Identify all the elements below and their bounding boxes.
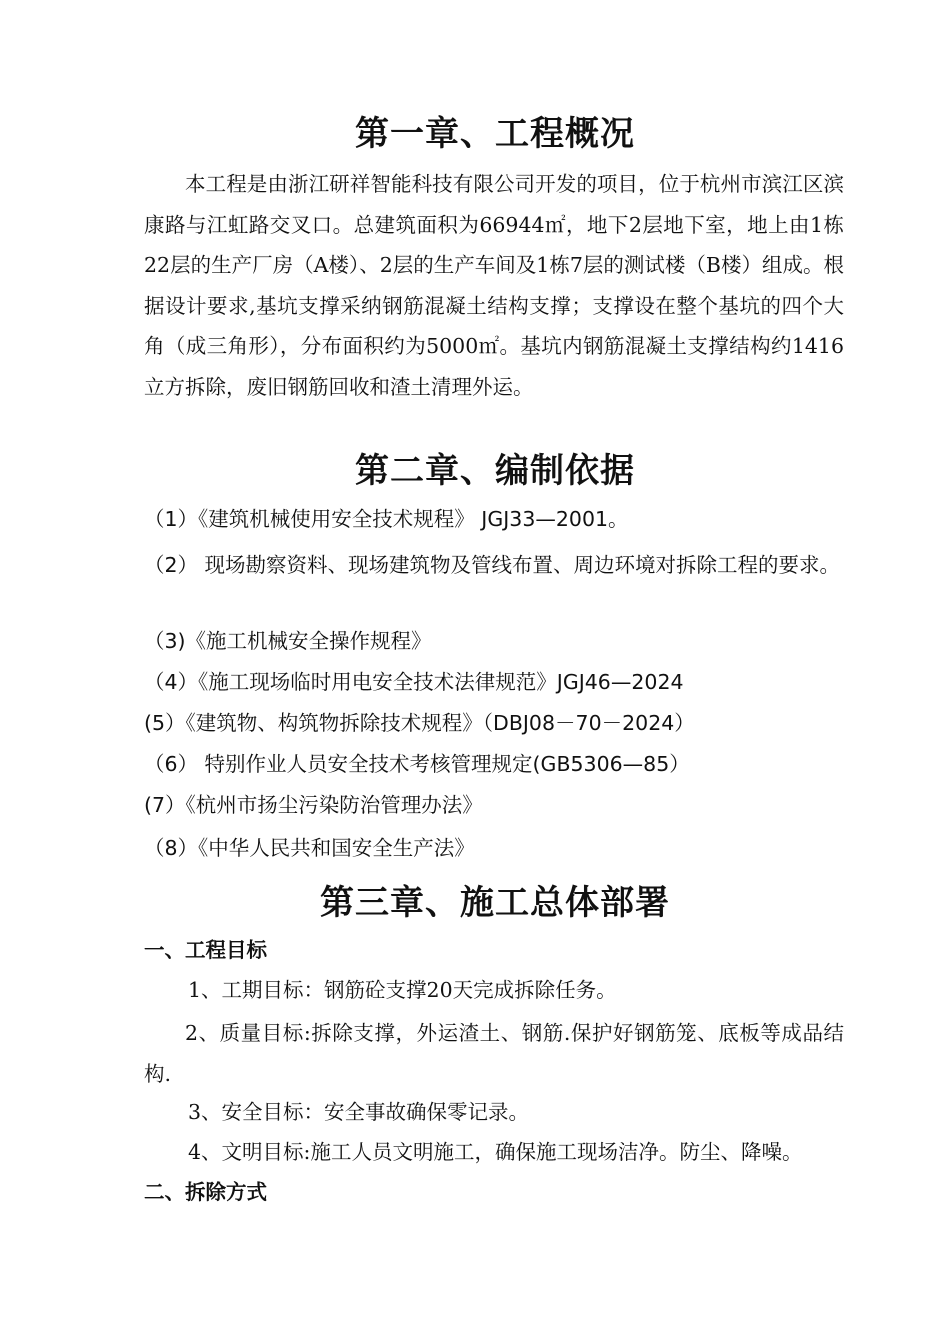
basis-item-1: （1）《建筑机械使用安全技术规程》 JGJ33—2001。 (144, 507, 629, 531)
section-heading-method: 二、拆除方式 (144, 1180, 267, 1204)
basis-item-2: （2） 现场勘察资料、现场建筑物及管线布置、周边环境对拆除工程的要求。 (144, 553, 841, 577)
basis-item-8: （8）《中华人民共和国安全生产法》 (144, 836, 475, 860)
chapter-1-body: 本工程是由浙江研祥智能科技有限公司开发的项目，位于杭州市滨江区滨康路与江虹路交叉口。总建筑面积为66944㎡，地下2层地下室，地上由1栋22层的生产厂房（A楼）、2层的生产车间及1栋7层的测试楼（B楼）组成。根据设计要求,基坑支撑采纳钢筋混凝土结构支撑；支撑设在整个基坑的四个大角（成三角形），分布面积约为5000㎡。基坑内钢筋混凝土支撑结构约1416立方拆除，废旧钢筋回收和渣土清理外运。 (144, 172, 844, 399)
basis-item-7: (7）《杭州市扬尘污染防治管理办法》 (144, 793, 483, 817)
section-heading-goals: 一、工程目标 (144, 938, 267, 962)
basis-item-3: （3)《施工机械安全操作规程》 (144, 629, 432, 653)
chapter-2-title: 第二章、编制依据 (355, 451, 635, 491)
goal-item-4: 4、文明目标:施工人员文明施工，确保施工现场洁净。防尘、降噪。 (188, 1140, 803, 1164)
chapter-3-title: 第三章、施工总体部署 (320, 883, 670, 923)
basis-item-6: （6） 特别作业人员安全技术考核管理规定(GB5306—85） (144, 752, 690, 776)
goal-item-3: 3、安全目标：安全事故确保零记录。 (188, 1100, 530, 1124)
goal-item-2: 2、质量目标:拆除支撑，外运渣土、钢筋.保护好钢筋笼、底板等成品结构. (144, 1021, 844, 1086)
chapter-1-title: 第一章、工程概况 (355, 114, 635, 154)
basis-item-5: (5）《建筑物、构筑物拆除技术规程》（DBJ08－70－2024） (144, 711, 695, 735)
goal-item-1: 1、工期目标：钢筋砼支撑20天完成拆除任务。 (188, 978, 617, 1002)
basis-item-4: （4）《施工现场临时用电安全技术法律规范》JGJ46—2024 (144, 670, 684, 694)
